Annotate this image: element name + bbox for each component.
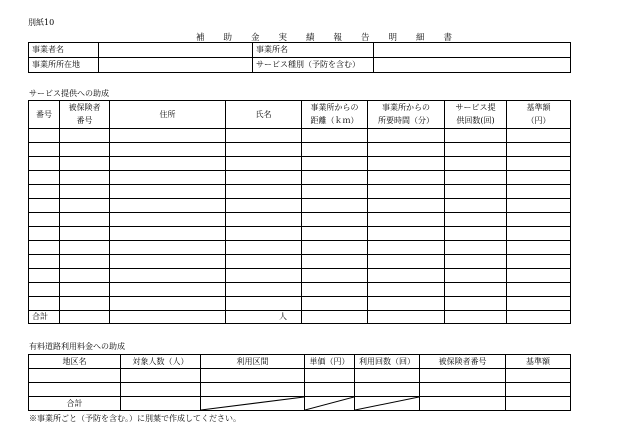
- toll-cell[interactable]: [121, 383, 201, 397]
- total-cell[interactable]: [110, 311, 226, 324]
- service-cell[interactable]: [368, 297, 445, 311]
- total-cell[interactable]: [302, 311, 368, 324]
- service-cell[interactable]: [368, 241, 445, 255]
- service-cell[interactable]: [29, 199, 60, 213]
- toll-cell[interactable]: [305, 369, 355, 383]
- business-name-label: 事業者名: [29, 43, 99, 58]
- service-cell[interactable]: [507, 213, 571, 227]
- office-address-label: 事業所所在地: [29, 58, 99, 73]
- form-id: 別紙10: [28, 18, 55, 27]
- service-cell[interactable]: [507, 241, 571, 255]
- service-cell[interactable]: [302, 283, 368, 297]
- service-cell[interactable]: [507, 199, 571, 213]
- col-base-amount: [507, 101, 571, 129]
- col-number: 番号: [29, 101, 60, 129]
- service-cell[interactable]: [110, 171, 226, 185]
- toll-header-row: [29, 355, 571, 369]
- service-cell[interactable]: [60, 143, 110, 157]
- toll-cell[interactable]: [506, 369, 571, 383]
- toll-col-region: 地区名: [29, 355, 121, 369]
- service-cell[interactable]: [507, 157, 571, 171]
- col-time-line2: 所要時間（分）: [378, 116, 434, 125]
- service-cell[interactable]: [60, 185, 110, 199]
- col-distance-line2: 距離（ｋｍ）: [310, 116, 359, 125]
- service-cell[interactable]: [110, 255, 226, 269]
- service-cell[interactable]: [110, 227, 226, 241]
- service-row: [29, 297, 571, 311]
- toll-total-base[interactable]: [506, 397, 571, 411]
- service-cell[interactable]: [368, 283, 445, 297]
- toll-col-uses: 利用回数（回）: [355, 355, 420, 369]
- service-cell[interactable]: [29, 143, 60, 157]
- service-cell[interactable]: [302, 241, 368, 255]
- service-cell[interactable]: [110, 283, 226, 297]
- footnote: ※事業所ごと（予防を含む。）に別葉で作成してください。: [29, 414, 241, 423]
- col-insured-number: [60, 101, 110, 129]
- service-cell[interactable]: [368, 227, 445, 241]
- service-cell[interactable]: [60, 283, 110, 297]
- business-name-field[interactable]: [99, 43, 253, 58]
- service-cell[interactable]: [60, 213, 110, 227]
- service-cell[interactable]: [368, 157, 445, 171]
- service-cell[interactable]: [302, 255, 368, 269]
- service-cell[interactable]: [29, 283, 60, 297]
- service-header-row: [29, 101, 571, 129]
- toll-total-row: [29, 397, 571, 411]
- toll-col-section: 利用区間: [201, 355, 305, 369]
- toll-cell[interactable]: [420, 383, 506, 397]
- service-cell[interactable]: [110, 269, 226, 283]
- toll-col-base: 基準額: [506, 355, 571, 369]
- service-cell[interactable]: [29, 297, 60, 311]
- service-cell[interactable]: [29, 269, 60, 283]
- service-cell[interactable]: [29, 255, 60, 269]
- service-cell[interactable]: [507, 185, 571, 199]
- toll-cell[interactable]: [29, 383, 121, 397]
- toll-row: [29, 369, 571, 383]
- col-time-line1: 事業所からの: [382, 103, 430, 112]
- total-cell[interactable]: [368, 311, 445, 324]
- office-address-field[interactable]: [99, 58, 253, 73]
- col-distance-line1: 事業所からの: [310, 103, 359, 112]
- toll-cell[interactable]: [420, 369, 506, 383]
- service-row: [29, 171, 571, 185]
- service-cell[interactable]: [302, 185, 368, 199]
- service-row: [29, 143, 571, 157]
- service-cell[interactable]: [60, 241, 110, 255]
- service-cell[interactable]: [29, 213, 60, 227]
- service-cell[interactable]: [368, 171, 445, 185]
- service-cell[interactable]: [226, 171, 302, 185]
- service-cell[interactable]: [29, 227, 60, 241]
- service-cell[interactable]: [60, 269, 110, 283]
- office-name-label: 事業所名: [253, 43, 374, 58]
- toll-cell[interactable]: [29, 369, 121, 383]
- toll-total-label: 合計: [29, 397, 121, 411]
- service-cell[interactable]: [302, 143, 368, 157]
- service-cell[interactable]: [110, 129, 226, 143]
- toll-cell[interactable]: [305, 383, 355, 397]
- service-cell[interactable]: [226, 185, 302, 199]
- toll-col-unit-price: 単価（円）: [305, 355, 355, 369]
- service-cell[interactable]: [60, 171, 110, 185]
- toll-total-section-struck: [201, 397, 305, 411]
- service-cell[interactable]: [226, 241, 302, 255]
- service-cell[interactable]: [507, 143, 571, 157]
- document-title: 補助金実績報告明細書: [196, 33, 472, 43]
- service-cell[interactable]: [445, 199, 507, 213]
- business-info-table: [28, 42, 571, 73]
- service-row: [29, 241, 571, 255]
- service-cell[interactable]: [226, 269, 302, 283]
- toll-total-insured[interactable]: [420, 397, 506, 411]
- toll-cell[interactable]: [121, 369, 201, 383]
- service-cell[interactable]: [29, 171, 60, 185]
- service-cell[interactable]: [226, 143, 302, 157]
- service-cell[interactable]: [110, 143, 226, 157]
- service-cell[interactable]: [368, 269, 445, 283]
- service-cell[interactable]: [29, 241, 60, 255]
- service-cell[interactable]: [445, 171, 507, 185]
- total-cell[interactable]: [445, 311, 507, 324]
- service-table: [28, 100, 571, 324]
- service-row: [29, 213, 571, 227]
- service-type-field[interactable]: [374, 58, 571, 73]
- service-cell[interactable]: [29, 129, 60, 143]
- col-base-line2: （円）: [526, 116, 551, 125]
- toll-col-persons: 対象人数（人）: [121, 355, 201, 369]
- service-cell[interactable]: [445, 213, 507, 227]
- service-row: [29, 157, 571, 171]
- service-cell[interactable]: [110, 199, 226, 213]
- service-row: [29, 283, 571, 297]
- service-cell[interactable]: [226, 213, 302, 227]
- service-total-row: [29, 311, 571, 324]
- service-cell[interactable]: [368, 185, 445, 199]
- total-persons: 人: [226, 311, 302, 324]
- service-cell[interactable]: [226, 157, 302, 171]
- service-cell[interactable]: [226, 297, 302, 311]
- service-cell[interactable]: [302, 213, 368, 227]
- service-cell[interactable]: [507, 129, 571, 143]
- service-cell[interactable]: [226, 227, 302, 241]
- toll-row: [29, 383, 571, 397]
- service-cell[interactable]: [110, 157, 226, 171]
- service-cell[interactable]: [368, 199, 445, 213]
- service-cell[interactable]: [368, 255, 445, 269]
- service-row: [29, 185, 571, 199]
- service-cell[interactable]: [445, 227, 507, 241]
- service-cell[interactable]: [60, 157, 110, 171]
- service-cell[interactable]: [302, 297, 368, 311]
- service-cell[interactable]: [226, 283, 302, 297]
- service-cell[interactable]: [445, 157, 507, 171]
- col-base-line1: 基準額: [526, 103, 551, 112]
- col-insured-line1: 被保険者: [68, 103, 101, 112]
- service-cell[interactable]: [445, 297, 507, 311]
- total-cell[interactable]: [507, 311, 571, 324]
- toll-total-persons[interactable]: [121, 397, 201, 411]
- service-cell[interactable]: [368, 129, 445, 143]
- col-insured-line2: 番号: [76, 116, 93, 125]
- service-cell[interactable]: [302, 129, 368, 143]
- service-cell[interactable]: [302, 227, 368, 241]
- service-cell[interactable]: [60, 199, 110, 213]
- service-cell[interactable]: [302, 199, 368, 213]
- toll-cell[interactable]: [201, 383, 305, 397]
- service-cell[interactable]: [507, 227, 571, 241]
- service-cell[interactable]: [507, 297, 571, 311]
- toll-section-heading: 有料道路利用料金への助成: [29, 342, 125, 351]
- service-type-label: サービス種別（予防を含む）: [253, 58, 374, 73]
- col-travel-time: [368, 101, 445, 129]
- service-cell[interactable]: [445, 255, 507, 269]
- service-cell[interactable]: [302, 171, 368, 185]
- service-cell[interactable]: [29, 185, 60, 199]
- service-cell[interactable]: [507, 283, 571, 297]
- service-row: [29, 129, 571, 143]
- service-cell[interactable]: [445, 129, 507, 143]
- service-row: [29, 227, 571, 241]
- col-count-line1: サービス提: [455, 103, 496, 112]
- toll-table: [28, 354, 571, 411]
- service-cell[interactable]: [110, 297, 226, 311]
- service-total-label: 合計: [29, 311, 60, 324]
- service-cell[interactable]: [507, 255, 571, 269]
- toll-cell[interactable]: [201, 369, 305, 383]
- service-cell[interactable]: [110, 213, 226, 227]
- toll-total-uses-struck: [355, 397, 420, 411]
- toll-cell[interactable]: [355, 383, 420, 397]
- service-cell[interactable]: [110, 185, 226, 199]
- service-cell[interactable]: [226, 129, 302, 143]
- total-cell[interactable]: [60, 311, 110, 324]
- office-name-field[interactable]: [374, 43, 571, 58]
- service-cell[interactable]: [445, 143, 507, 157]
- col-service-count: [445, 101, 507, 129]
- service-cell[interactable]: [445, 185, 507, 199]
- service-cell[interactable]: [368, 143, 445, 157]
- service-cell[interactable]: [302, 269, 368, 283]
- service-cell[interactable]: [507, 171, 571, 185]
- service-row: [29, 269, 571, 283]
- service-cell[interactable]: [60, 129, 110, 143]
- toll-cell[interactable]: [506, 383, 571, 397]
- service-cell[interactable]: [445, 241, 507, 255]
- service-cell[interactable]: [302, 157, 368, 171]
- service-cell[interactable]: [60, 227, 110, 241]
- toll-total-unit-struck: [305, 397, 355, 411]
- service-cell[interactable]: [29, 157, 60, 171]
- service-cell[interactable]: [507, 269, 571, 283]
- toll-col-insured: 被保険者番号: [420, 355, 506, 369]
- service-cell[interactable]: [226, 199, 302, 213]
- service-row: [29, 255, 571, 269]
- service-cell[interactable]: [226, 255, 302, 269]
- service-cell[interactable]: [60, 297, 110, 311]
- service-cell[interactable]: [368, 213, 445, 227]
- service-cell[interactable]: [445, 269, 507, 283]
- col-name: 氏名: [226, 101, 302, 129]
- col-count-line2: 供回数(回): [456, 116, 495, 125]
- service-row: [29, 199, 571, 213]
- service-section-heading: サービス提供への助成: [29, 89, 109, 98]
- toll-cell[interactable]: [355, 369, 420, 383]
- col-address: 住所: [110, 101, 226, 129]
- service-cell[interactable]: [60, 255, 110, 269]
- service-cell[interactable]: [445, 283, 507, 297]
- service-cell[interactable]: [110, 241, 226, 255]
- col-distance: [302, 101, 368, 129]
